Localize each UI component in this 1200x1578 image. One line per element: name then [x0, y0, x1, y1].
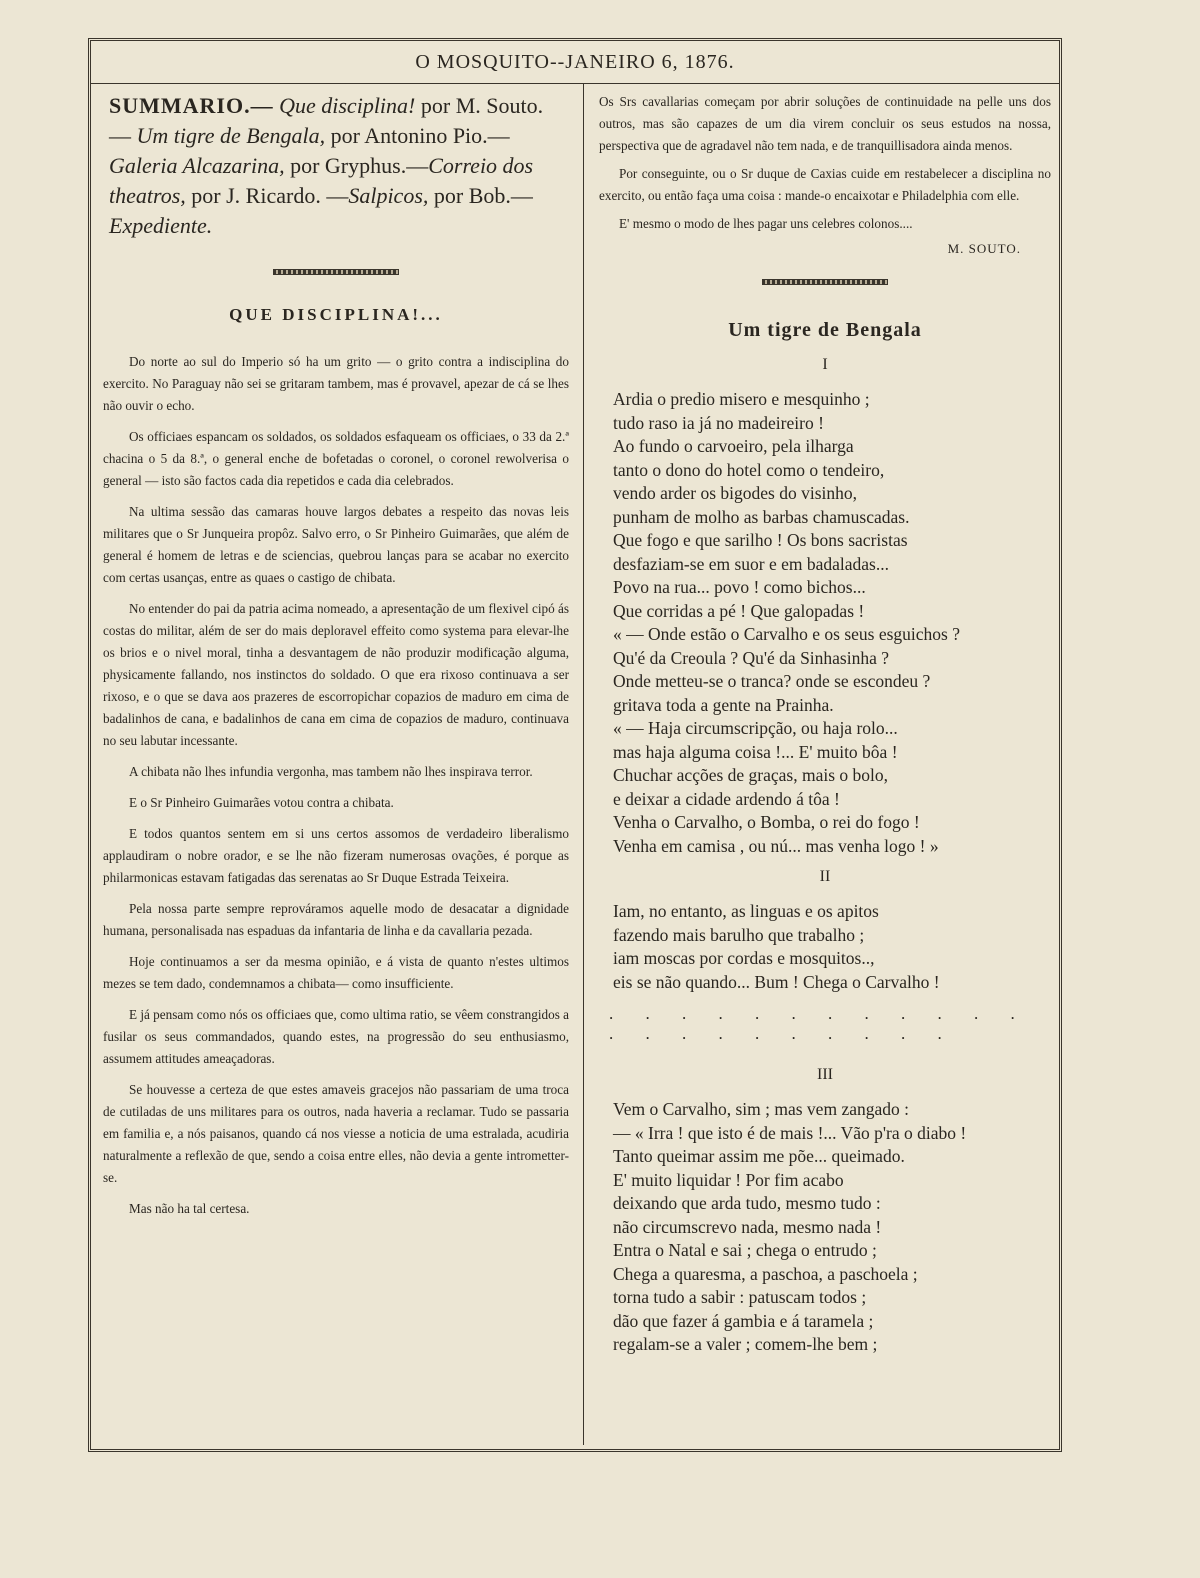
article-body	[103, 351, 569, 1220]
article-paragraph: Os Srs cavallarias começam por abrir soluções de continuidade na pelle uns dos outros, mas são capazes de um dia virem concluir os seus estudos na nossa, perspectiva que de agradavel não tem nada, e de tranquillisadora ainda menos.	[599, 94, 1051, 153]
poem-line: dão que fazer á gambia e á taramela ;	[613, 1310, 874, 1331]
poem-line: Tanto queimar assim me põe... queimado.	[613, 1146, 905, 1166]
poem-line: — « Irra ! que isto é de mais !... Vão p'ra o diabo !	[613, 1122, 967, 1143]
article-title: QUE DISCIPLINA!...	[229, 305, 443, 324]
newspaper-page	[88, 38, 1062, 1452]
poem-line: regalam-se a valer ; comem-lhe bem ;	[613, 1334, 878, 1354]
poem-line: Venha o Carvalho, o Bomba, o rei do fogo !	[613, 812, 920, 832]
poem-title: Um tigre de Bengala	[728, 319, 922, 341]
ornament-divider	[762, 279, 888, 285]
article-paragraph: Hoje continuamos a ser da mesma opinião, e á vista de quanto n'estes ultimos mezes se tem dado, condemnamos a chibata— como insufficiente.	[103, 954, 569, 991]
summary	[109, 91, 569, 241]
right-column	[599, 91, 1051, 1367]
ellipsis-row: . . . . . . . . . . . . . . . . . . . . . .	[609, 1004, 1029, 1043]
article-paragraph: E' mesmo o modo de lhes pagar uns celebres colonos....	[619, 216, 913, 231]
poem-line: « — Onde estão o Carvalho e os seus esguichos ?	[613, 624, 961, 644]
poem-line: desfaziam-se em suor e em badaladas...	[613, 553, 889, 574]
poem-line: Chuchar acções de graças, mais o bolo,	[613, 765, 889, 785]
poem-line: tudo raso ia já no madeireiro !	[613, 412, 824, 433]
poem-line: Que corridas a pé ! Que galopadas !	[613, 600, 865, 621]
ornament-divider	[273, 269, 399, 275]
poem-line: mas haja alguma coisa !... E' muito bôa !	[613, 741, 898, 762]
poem-line: Onde metteu-se o tranca? onde se escondeu ?	[613, 671, 931, 691]
poem-line: Qu'é da Creoula ? Qu'é da Sinhasinha ?	[613, 647, 890, 668]
section-numeral: III	[817, 1066, 833, 1083]
poem-stanza	[613, 1098, 1051, 1357]
summary-item-title: Expediente.	[109, 213, 213, 238]
poem-line: deixando que arda tudo, mesmo tudo :	[613, 1193, 881, 1213]
summary-item-title: Salpicos,	[348, 183, 429, 208]
article-paragraph: Se houvesse a certeza de que estes amaveis gracejos não passariam de uma troca de cutiladas de uns militares para os outros, nada haveria a reclamar. Tudo se passaria em familia e, a nós paisanos, quando cá nos viesse a noticia de uma estralada, acudiria naturalmente a reflexão de que, sendo a coisa entre elles, não devia a gente intrometter-se.	[103, 1082, 569, 1185]
poem-line: não circumscrevo nada, mesmo nada !	[613, 1216, 882, 1237]
section-numeral: I	[822, 356, 828, 373]
poem-line: tanto o dono do hotel como o tendeiro,	[613, 459, 885, 480]
summary-item-author: por J. Ricardo. —	[185, 183, 349, 208]
left-column	[103, 91, 569, 1229]
author-signature: M. SOUTO.	[947, 241, 1021, 256]
article-paragraph: E todos quantos sentem em si uns certos assomos de verdadeiro liberalismo applaudiram o nobre orador, e se lhe não fizeram numerosas ovações, é porque as philarmonicas estavam fatigadas das serenatas ao Sr Duque Estrada Teixeira.	[103, 826, 569, 885]
summary-item-title: Correio dos theatros,	[109, 153, 534, 208]
poem-line: eis se não quando... Bum ! Chega o Carvalho !	[613, 971, 940, 992]
poem-line: E' muito liquidar ! Por fim acabo	[613, 1169, 844, 1190]
summary-item-title: Galeria Alcazarina,	[109, 153, 285, 178]
article-paragraph: Os officiaes espancam os soldados, os soldados esfaqueam os officiaes, o 33 da 2.ª chacina o 5 da 8.ª, o general enche de bofetadas o coronel, o coronel rewolverisa o general — isto são factos cada dia repetidos e cada dia celebrados.	[103, 429, 569, 488]
poem-line: Ardia o predio misero e mesquinho ;	[613, 389, 870, 409]
summary-item-title: Um tigre de Bengala,	[136, 123, 326, 148]
poem-line: iam moscas por cordas e mosquitos..,	[613, 948, 875, 968]
poem-line: gritava toda a gente na Prainha.	[613, 694, 834, 715]
poem-line: e deixar a cidade ardendo á tôa !	[613, 788, 840, 809]
poem-stanza	[613, 900, 1051, 994]
poem-line: « — Haja circumscripção, ou haja rolo...	[613, 718, 898, 738]
summary-item-author: por Bob.—	[428, 183, 533, 208]
poem-line: Ao fundo o carvoeiro, pela ilharga	[613, 436, 854, 456]
article-paragraph: E o Sr Pinheiro Guimarães votou contra a chibata.	[129, 795, 394, 810]
poem-line: torna tudo a sabir : patuscam todos ;	[613, 1287, 867, 1307]
poem-line: Vem o Carvalho, sim ; mas vem zangado :	[613, 1099, 909, 1119]
summary-item-author: por M. Souto. —	[109, 93, 544, 148]
summary-item-author: por Antonino Pio.—	[325, 123, 510, 148]
summary-item-author: por Gryphus.—	[284, 153, 429, 178]
poem-line: Venha em camisa , ou nú... mas venha logo ! »	[613, 835, 939, 856]
article-paragraph: E já pensam como nós os officiaes que, como ultima ratio, se vêem constrangidos a fusilar os seus commandados, quando estes, na progressão do seu enthusiasmo, assumem attitudes ameaçadoras.	[103, 1007, 569, 1066]
summary-label: SUMMARIO.—	[109, 93, 274, 118]
poem-line: punham de molho as barbas chamuscadas.	[613, 506, 910, 527]
article-paragraph: Na ultima sessão das camaras houve largos debates a respeito das novas leis militares que o Sr Junqueira propôz. Salvo erro, o Sr Pinheiro Guimarães, que além de general é homem de letras e de sciencias, quebrou lanças para se acabar no exercito com certas usanças, entre as quaes o castigo de chibata.	[103, 504, 569, 585]
poem-line: fazendo mais barulho que trabalho ;	[613, 924, 865, 945]
summary-item-title: Que disciplina!	[279, 93, 416, 118]
article-continuation	[599, 91, 1051, 257]
article-paragraph: Pela nossa parte sempre reprováramos aquelle modo de desacatar a dignidade humana, personalisada nas espaduas da infantaria de linha e da cavallaria pezada.	[103, 901, 569, 938]
poem-line: Iam, no entanto, as linguas e os apitos	[613, 901, 879, 921]
poem-line: vendo arder os bigodes do visinho,	[613, 483, 857, 503]
poem-line: Povo na rua... povo ! como bichos...	[613, 577, 866, 597]
article-paragraph: Mas não ha tal certesa.	[129, 1201, 250, 1216]
article-paragraph: Por conseguinte, ou o Sr duque de Caxias cuide em restabelecer a disciplina no exercito, ou então faça uma coisa : mande-o encaixotar e Philadelphia com elle.	[599, 166, 1051, 203]
poem-line: Que fogo e que sarilho ! Os bons sacristas	[613, 530, 908, 550]
poem-line: Entra o Natal e sai ; chega o entrudo ;	[613, 1240, 877, 1260]
page-header: O MOSQUITO--JANEIRO 6, 1876.	[91, 41, 1059, 84]
article-paragraph: Do norte ao sul do Imperio só ha um grito — o grito contra a indisciplina do exercito. No Paraguay não sei se gritaram tambem, mas é provavel, apezar de cá se lhes não ouvir o echo.	[103, 354, 569, 413]
poem-stanza	[613, 388, 1051, 858]
article-paragraph: A chibata não lhes infundia vergonha, mas tambem não lhes inspirava terror.	[129, 764, 533, 779]
article-paragraph: No entender do pai da patria acima nomeado, a apresentação de um flexivel cipó ás costas do militar, além de ser do mais deploravel effeito como systema para elevar-lhe os brios e o nivel moral, tinha a desvantagem de não produzir modificação alguma, physicamente fallando, nos instinctos do soldado. O que era rixoso continuava a ser rixoso, e o que se dava aos prazeres de escorropichar copazios de maduro em cima de badalinhos de cana, e badalinhos de cana em cima de copazios de maduro, continuava no seu labutar incessante.	[103, 601, 569, 748]
section-numeral: II	[819, 868, 831, 885]
column-divider	[583, 83, 584, 1445]
poem-line: Chega a quaresma, a paschoa, a paschoela ;	[613, 1263, 918, 1284]
